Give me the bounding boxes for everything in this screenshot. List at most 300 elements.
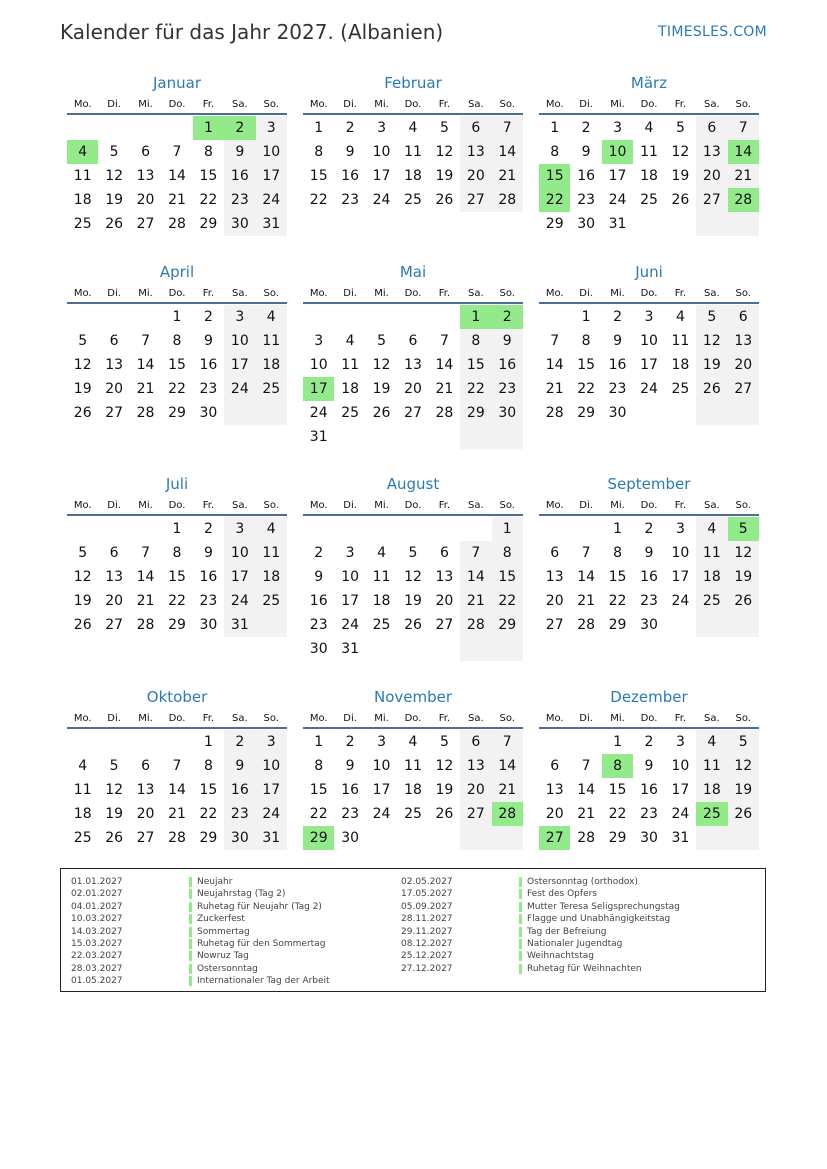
- empty-day-cell: [429, 425, 460, 449]
- day-cell: 16: [199, 357, 218, 373]
- holiday-entry: [71, 938, 391, 950]
- day-cell: 14: [545, 357, 564, 373]
- day-cell: 5: [109, 758, 119, 774]
- day-cell: 21: [136, 381, 155, 397]
- empty-day-cell: [570, 730, 601, 754]
- day-cell: 13: [404, 357, 422, 373]
- day-cell: 12: [372, 357, 391, 373]
- day-cell: 29: [577, 405, 596, 421]
- day-cell: 14: [168, 782, 186, 798]
- empty-day-cell: [460, 425, 491, 449]
- day-cell: 25: [341, 405, 360, 421]
- day-cell: 1: [203, 734, 213, 750]
- holiday-entry: [71, 876, 391, 888]
- day-cell: 21: [577, 806, 596, 822]
- day-cell: 8: [492, 541, 523, 565]
- day-cell: 21: [168, 806, 186, 822]
- day-cell: 21: [435, 381, 454, 397]
- day-grid: [67, 115, 287, 236]
- day-cell: 28: [136, 617, 155, 633]
- holiday-marker: [189, 927, 192, 937]
- month-name: April: [159, 263, 195, 281]
- weekday-label: Sa.: [467, 713, 484, 724]
- day-cell: 8: [550, 144, 560, 160]
- day-cell: 7: [550, 333, 560, 349]
- holiday-legend: [60, 868, 766, 992]
- weekday-label: Do.: [168, 713, 186, 724]
- holiday-date: 14.03.2027: [71, 926, 123, 937]
- day-cell: 5: [78, 333, 88, 349]
- holiday-name: Fest des Opfers: [527, 889, 597, 900]
- day-cell: 24: [372, 192, 391, 208]
- weekday-label: Mi.: [610, 99, 625, 110]
- day-cell: 21: [492, 778, 523, 802]
- weekday-label: Fr.: [674, 99, 687, 110]
- day-cell: 9: [644, 758, 654, 774]
- empty-day-cell: [366, 425, 397, 449]
- day-cell: 7: [728, 116, 759, 140]
- day-cell: 24: [309, 405, 328, 421]
- holiday-name: Tag der Befreiung: [527, 926, 607, 937]
- day-cell: 3: [256, 116, 287, 140]
- empty-day-cell: [460, 517, 491, 541]
- holiday-day-cell: 4: [67, 140, 98, 164]
- day-cell: 31: [256, 826, 287, 850]
- empty-day-cell: [460, 826, 491, 850]
- day-cell: 23: [224, 188, 255, 212]
- month-block: [67, 688, 287, 850]
- day-cell: 7: [172, 758, 182, 774]
- brand-logo-text[interactable]: TIMESLES.COM: [658, 24, 767, 40]
- weekday-label: So.: [735, 500, 751, 511]
- day-cell: 18: [341, 381, 360, 397]
- day-cell: 19: [435, 168, 454, 184]
- holiday-marker: [189, 889, 192, 899]
- day-cell: 14: [577, 782, 596, 798]
- day-cell: 24: [640, 381, 658, 397]
- day-cell: 15: [608, 782, 627, 798]
- day-cell: 26: [73, 405, 92, 421]
- month-name: November: [373, 688, 453, 706]
- holiday-name: Ruhetag für Weihnachten: [527, 963, 642, 974]
- holiday-name: Sommertag: [197, 926, 250, 937]
- day-cell: 2: [203, 309, 213, 325]
- day-cell: 7: [492, 116, 523, 140]
- day-cell: 30: [199, 617, 218, 633]
- day-cell: 30: [309, 641, 328, 657]
- weekday-label: Do.: [640, 713, 658, 724]
- day-cell: 23: [341, 192, 360, 208]
- day-cell: 25: [256, 377, 287, 401]
- weekday-label: Di.: [343, 288, 357, 299]
- day-cell: 11: [73, 168, 92, 184]
- day-cell: 10: [640, 333, 658, 349]
- day-cell: 23: [492, 377, 523, 401]
- weekday-header: [67, 498, 287, 516]
- month-name: Mai: [399, 263, 427, 281]
- day-cell: 1: [581, 309, 591, 325]
- holiday-marker: [519, 877, 522, 887]
- day-cell: 28: [460, 613, 491, 637]
- day-cell: 14: [136, 357, 155, 373]
- weekday-label: Di.: [107, 99, 121, 110]
- day-cell: 13: [136, 168, 155, 184]
- day-cell: 2: [613, 309, 623, 325]
- day-cell: 25: [372, 617, 391, 633]
- weekday-label: Sa.: [231, 500, 248, 511]
- holiday-entry: [401, 888, 761, 900]
- day-cell: 2: [224, 730, 255, 754]
- holiday-marker: [189, 877, 192, 887]
- holiday-marker: [519, 902, 522, 912]
- day-cell: 17: [224, 565, 255, 589]
- day-cell: 26: [728, 802, 759, 826]
- holiday-date: 22.03.2027: [71, 951, 123, 962]
- day-cell: 15: [608, 569, 627, 585]
- day-cell: 23: [341, 806, 360, 822]
- month-block: [539, 263, 759, 425]
- holiday-date: 05.09.2027: [401, 901, 453, 912]
- weekday-label: Mi.: [374, 288, 389, 299]
- day-cell: 9: [203, 545, 213, 561]
- day-cell: 26: [435, 806, 454, 822]
- holiday-legend-column-left: [71, 876, 391, 988]
- weekday-label: Mi.: [138, 713, 153, 724]
- weekday-label: So.: [499, 288, 515, 299]
- day-cell: 25: [404, 192, 422, 208]
- day-cell: 18: [404, 782, 422, 798]
- day-cell: 28: [168, 216, 186, 232]
- holiday-day-cell: 5: [728, 517, 759, 541]
- day-cell: 17: [640, 357, 658, 373]
- month-block: [67, 475, 287, 637]
- weekday-label: Fr.: [438, 713, 451, 724]
- day-cell: 21: [545, 381, 564, 397]
- holiday-marker: [519, 951, 522, 961]
- day-cell: 8: [203, 758, 213, 774]
- day-cell: 23: [577, 192, 596, 208]
- day-cell: 9: [224, 140, 255, 164]
- holiday-entry: [401, 901, 761, 913]
- day-cell: 29: [168, 617, 186, 633]
- day-grid: [303, 729, 523, 850]
- day-cell: 28: [492, 188, 523, 212]
- holiday-date: 02.05.2027: [401, 877, 453, 887]
- day-grid: [539, 115, 759, 236]
- day-cell: 12: [105, 168, 124, 184]
- holiday-day-cell: 14: [728, 140, 759, 164]
- weekday-label: Mo.: [309, 713, 328, 724]
- day-cell: 18: [404, 168, 422, 184]
- day-cell: 21: [136, 593, 155, 609]
- day-grid: [67, 304, 287, 425]
- day-cell: 20: [728, 353, 759, 377]
- day-cell: 23: [199, 381, 218, 397]
- weekday-label: Fr.: [202, 99, 215, 110]
- weekday-label: Fr.: [202, 500, 215, 511]
- weekday-label: So.: [735, 288, 751, 299]
- day-cell: 13: [545, 782, 564, 798]
- day-cell: 11: [372, 569, 391, 585]
- day-cell: 28: [545, 405, 564, 421]
- day-cell: 20: [136, 192, 155, 208]
- weekday-header: [303, 711, 523, 729]
- day-cell: 17: [671, 569, 690, 585]
- day-cell: 19: [696, 353, 727, 377]
- day-cell: 10: [671, 545, 690, 561]
- holiday-date: 25.12.2027: [401, 951, 453, 962]
- day-cell: 25: [256, 589, 287, 613]
- day-cell: 16: [341, 168, 360, 184]
- holiday-date: 29.11.2027: [401, 926, 453, 937]
- weekday-header: [303, 498, 523, 516]
- holiday-day-cell: 1: [193, 116, 224, 140]
- day-cell: 10: [671, 758, 690, 774]
- day-cell: 31: [341, 641, 360, 657]
- day-cell: 25: [640, 192, 658, 208]
- day-cell: 26: [105, 830, 124, 846]
- holiday-marker: [189, 951, 192, 961]
- day-cell: 14: [492, 754, 523, 778]
- holiday-day-cell: 1: [460, 305, 491, 329]
- day-cell: 13: [728, 329, 759, 353]
- day-cell: 19: [372, 381, 391, 397]
- empty-day-cell: [429, 305, 460, 329]
- weekday-label: Sa.: [703, 500, 720, 511]
- day-cell: 3: [644, 309, 654, 325]
- empty-day-cell: [728, 826, 759, 850]
- day-cell: 9: [644, 545, 654, 561]
- day-grid: [67, 729, 287, 850]
- day-cell: 10: [372, 758, 391, 774]
- day-cell: 13: [460, 754, 491, 778]
- day-cell: 19: [73, 593, 92, 609]
- day-cell: 16: [608, 357, 627, 373]
- day-cell: 31: [309, 429, 328, 445]
- day-cell: 27: [460, 188, 491, 212]
- day-cell: 18: [640, 168, 658, 184]
- day-cell: 22: [309, 806, 328, 822]
- holiday-name: Nationaler Jugendtag: [527, 938, 623, 949]
- day-cell: 8: [581, 333, 591, 349]
- day-cell: 20: [404, 381, 422, 397]
- day-cell: 5: [109, 144, 119, 160]
- empty-day-cell: [334, 305, 365, 329]
- day-cell: 16: [199, 569, 218, 585]
- day-cell: 20: [105, 381, 124, 397]
- holiday-day-cell: 25: [696, 802, 727, 826]
- weekday-label: Sa.: [467, 99, 484, 110]
- empty-day-cell: [397, 826, 428, 850]
- day-cell: 2: [203, 521, 213, 537]
- holiday-name: Neujahr: [197, 877, 233, 887]
- day-cell: 15: [460, 353, 491, 377]
- weekday-label: Mo.: [309, 500, 328, 511]
- day-cell: 2: [644, 734, 654, 750]
- day-cell: 10: [372, 144, 391, 160]
- empty-day-cell: [696, 212, 727, 236]
- day-cell: 17: [372, 168, 391, 184]
- day-cell: 24: [608, 192, 627, 208]
- day-cell: 12: [73, 569, 92, 585]
- holiday-date: 01.05.2027: [71, 976, 123, 987]
- month-block: [303, 475, 523, 661]
- holiday-date: 04.01.2027: [71, 901, 123, 912]
- weekday-label: Di.: [343, 99, 357, 110]
- day-cell: 26: [372, 405, 391, 421]
- empty-day-cell: [633, 212, 664, 236]
- weekday-label: Fr.: [438, 99, 451, 110]
- day-cell: 17: [256, 778, 287, 802]
- day-cell: 11: [256, 541, 287, 565]
- day-cell: 19: [671, 168, 690, 184]
- empty-day-cell: [696, 401, 727, 425]
- empty-day-cell: [539, 517, 570, 541]
- weekday-label: Di.: [343, 500, 357, 511]
- day-cell: 25: [73, 830, 92, 846]
- weekday-label: Do.: [168, 288, 186, 299]
- empty-day-cell: [161, 730, 192, 754]
- day-cell: 12: [105, 782, 124, 798]
- month-name: August: [386, 475, 440, 493]
- day-cell: 31: [671, 830, 690, 846]
- day-cell: 7: [141, 545, 151, 561]
- weekday-label: Do.: [640, 500, 658, 511]
- day-cell: 26: [696, 377, 727, 401]
- weekday-label: Do.: [168, 99, 186, 110]
- day-cell: 13: [136, 782, 155, 798]
- day-cell: 22: [168, 593, 186, 609]
- day-cell: 23: [309, 617, 328, 633]
- day-cell: 21: [168, 192, 186, 208]
- day-cell: 7: [172, 144, 182, 160]
- day-cell: 10: [309, 357, 328, 373]
- empty-day-cell: [366, 305, 397, 329]
- day-cell: 19: [404, 593, 422, 609]
- holiday-day-cell: 2: [224, 116, 255, 140]
- weekday-label: Do.: [404, 288, 422, 299]
- day-cell: 25: [671, 381, 690, 397]
- day-cell: 20: [545, 806, 564, 822]
- empty-day-cell: [397, 637, 428, 661]
- day-cell: 2: [644, 521, 654, 537]
- empty-day-cell: [98, 730, 129, 754]
- day-grid: [67, 516, 287, 637]
- day-cell: 4: [408, 734, 418, 750]
- empty-day-cell: [334, 425, 365, 449]
- day-cell: 12: [435, 144, 454, 160]
- weekday-label: So.: [263, 713, 279, 724]
- day-cell: 6: [439, 545, 449, 561]
- empty-day-cell: [67, 116, 98, 140]
- weekday-header: [303, 97, 523, 115]
- empty-day-cell: [429, 517, 460, 541]
- day-cell: 24: [341, 617, 360, 633]
- day-cell: 16: [640, 569, 658, 585]
- day-cell: 2: [345, 120, 355, 136]
- day-cell: 4: [675, 309, 685, 325]
- day-cell: 13: [105, 357, 124, 373]
- day-cell: 25: [404, 806, 422, 822]
- day-cell: 7: [581, 758, 591, 774]
- day-cell: 1: [492, 517, 523, 541]
- day-cell: 9: [224, 754, 255, 778]
- day-cell: 30: [224, 826, 255, 850]
- day-cell: 16: [224, 164, 255, 188]
- holiday-name: Internationaler Tag der Arbeit: [197, 976, 330, 987]
- holiday-marker: [189, 976, 192, 986]
- day-cell: 29: [168, 405, 186, 421]
- weekday-label: Do.: [640, 288, 658, 299]
- day-cell: 6: [408, 333, 418, 349]
- day-cell: 29: [199, 830, 218, 846]
- day-cell: 1: [314, 734, 324, 750]
- day-grid: [303, 516, 523, 661]
- day-cell: 6: [141, 144, 151, 160]
- weekday-label: Fr.: [674, 713, 687, 724]
- day-cell: 17: [256, 164, 287, 188]
- day-cell: 9: [203, 333, 213, 349]
- day-cell: 6: [460, 730, 491, 754]
- holiday-date: 08.12.2027: [401, 938, 453, 949]
- day-cell: 12: [671, 144, 690, 160]
- weekday-label: Do.: [404, 500, 422, 511]
- day-cell: 5: [696, 305, 727, 329]
- weekday-label: Fr.: [674, 500, 687, 511]
- empty-day-cell: [366, 826, 397, 850]
- holiday-name: Weihnachtstag: [527, 951, 594, 962]
- day-cell: 21: [728, 164, 759, 188]
- day-cell: 12: [73, 357, 92, 373]
- day-cell: 5: [439, 120, 449, 136]
- day-cell: 14: [435, 357, 454, 373]
- day-cell: 30: [224, 212, 255, 236]
- day-cell: 27: [136, 216, 155, 232]
- day-cell: 28: [168, 830, 186, 846]
- day-cell: 5: [675, 120, 685, 136]
- day-cell: 4: [256, 517, 287, 541]
- day-cell: 27: [105, 617, 124, 633]
- day-cell: 9: [345, 758, 355, 774]
- page-title: Kalender für das Jahr 2027. (Albanien): [60, 20, 444, 44]
- day-cell: 13: [696, 140, 727, 164]
- day-cell: 15: [492, 565, 523, 589]
- day-cell: 21: [492, 164, 523, 188]
- holiday-name: Ostersonntag: [197, 963, 258, 974]
- day-cell: 11: [640, 144, 658, 160]
- day-cell: 31: [256, 212, 287, 236]
- day-cell: 3: [675, 734, 685, 750]
- day-cell: 14: [492, 140, 523, 164]
- holiday-day-cell: 28: [492, 802, 523, 826]
- day-cell: 18: [73, 192, 92, 208]
- day-cell: 1: [613, 734, 623, 750]
- day-cell: 9: [314, 569, 324, 585]
- holiday-name: Zuckerfest: [197, 914, 245, 925]
- day-cell: 23: [640, 806, 658, 822]
- day-cell: 25: [696, 589, 727, 613]
- day-cell: 3: [345, 545, 355, 561]
- day-cell: 11: [696, 541, 727, 565]
- weekday-header: [539, 498, 759, 516]
- day-cell: 6: [141, 758, 151, 774]
- empty-day-cell: [570, 517, 601, 541]
- weekday-label: Mi.: [374, 500, 389, 511]
- day-cell: 9: [581, 144, 591, 160]
- empty-day-cell: [728, 212, 759, 236]
- day-cell: 24: [671, 806, 690, 822]
- day-cell: 19: [728, 565, 759, 589]
